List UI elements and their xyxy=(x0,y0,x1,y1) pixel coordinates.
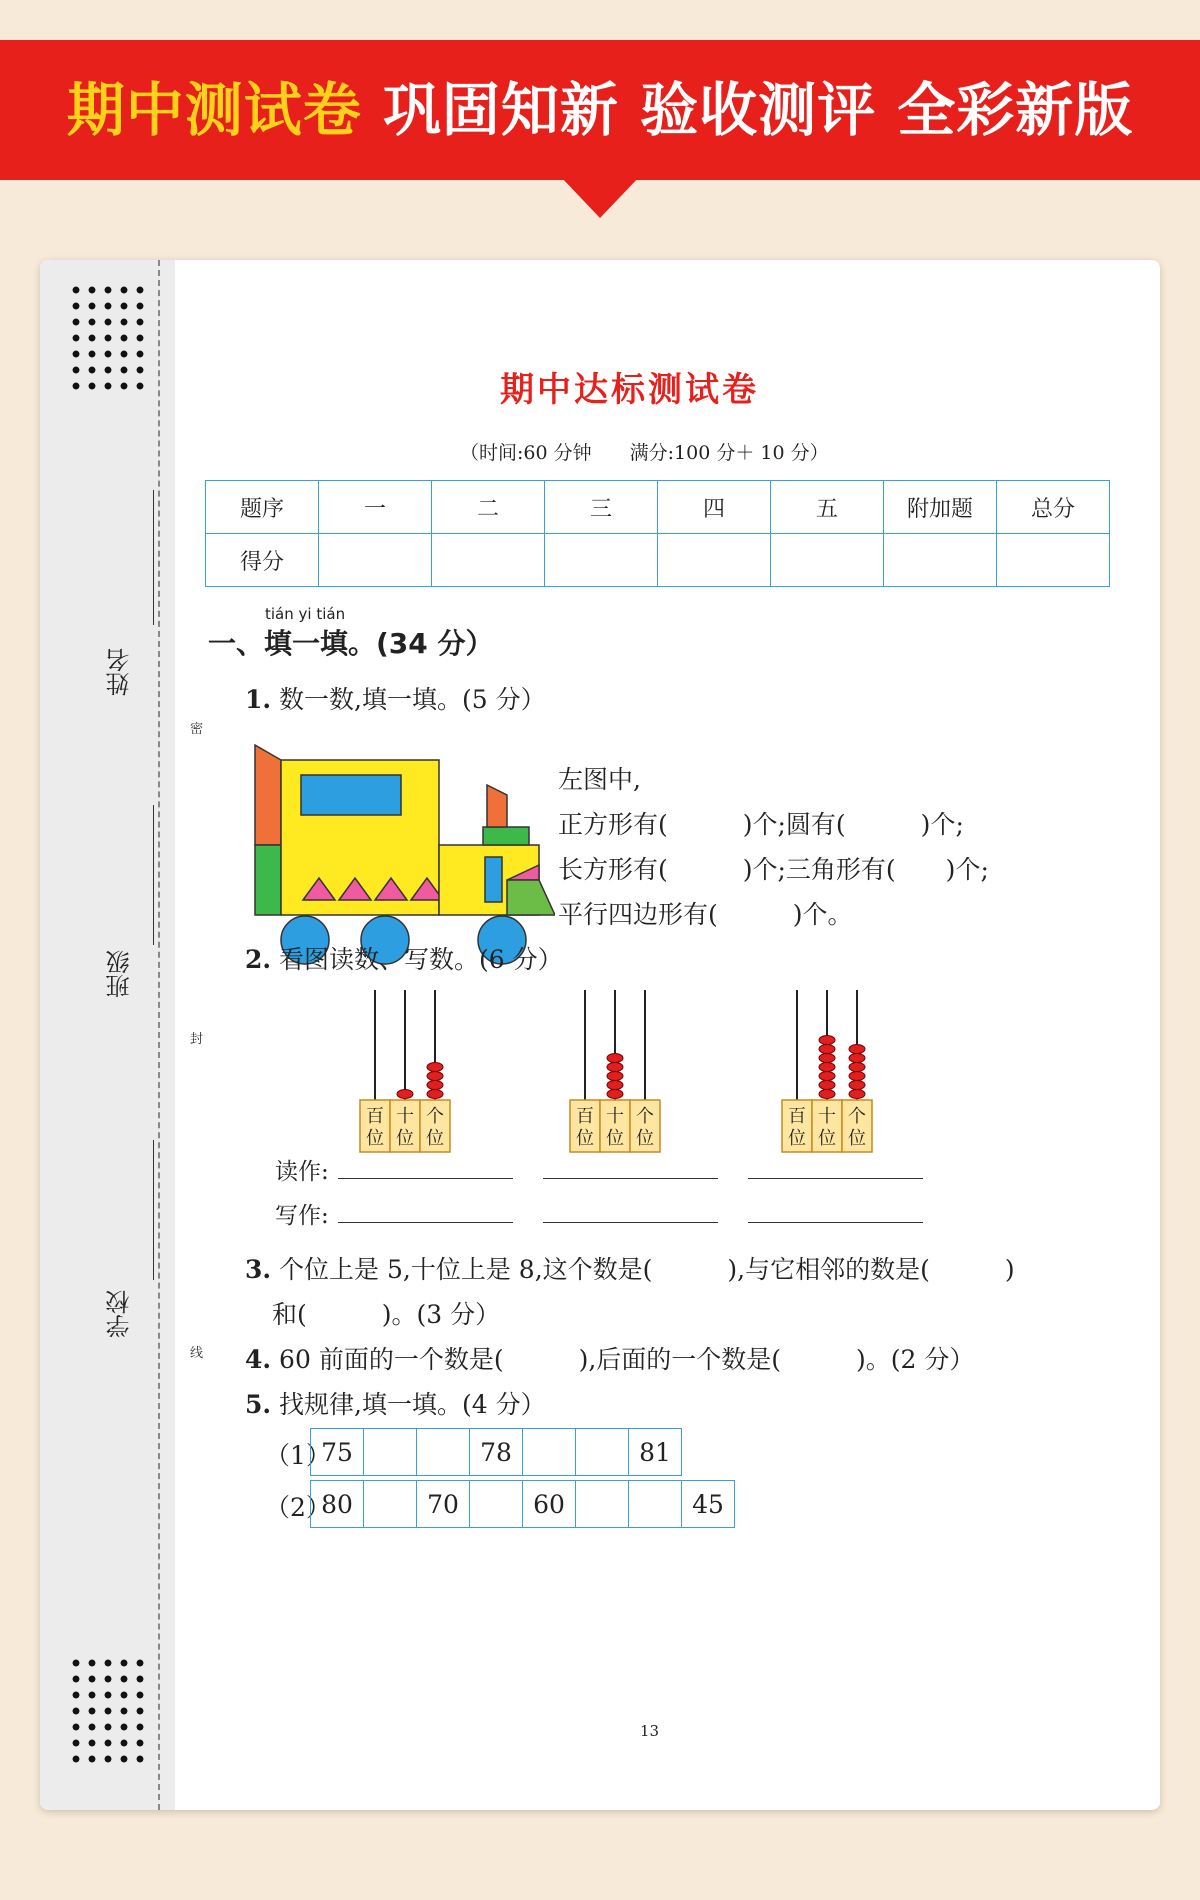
score-input-cell[interactable] xyxy=(997,534,1110,587)
score-header-cell: 一 xyxy=(319,481,432,534)
door-rectangle xyxy=(485,857,502,902)
q1-line-2: 正方形有( )个;圆有( )个; xyxy=(558,810,964,839)
score-input-cell[interactable] xyxy=(432,534,545,587)
score-table-header-row xyxy=(206,481,1110,534)
chimney-parallelogram xyxy=(487,785,507,827)
q1-text: 数一数,填一填。(5 分） xyxy=(271,685,546,714)
banner-title-rest: 巩固知新 验收测评 全彩新版 xyxy=(361,76,1134,144)
sequence-blank-cell[interactable] xyxy=(364,1429,417,1476)
sequence-blank-cell[interactable] xyxy=(417,1429,470,1476)
q1-line-1: 左图中, xyxy=(558,765,641,794)
abacus-bead xyxy=(819,1054,835,1063)
q2-text: 看图读数、写数。(6 分） xyxy=(271,945,563,974)
q5-row2-label: （2） xyxy=(265,1493,331,1522)
paper-content xyxy=(40,260,1160,1810)
abacus-bead xyxy=(849,1063,865,1072)
abacus-column-label: 百 xyxy=(366,1106,384,1127)
doc-subtitle: （时间:60 分钟 满分:100 分＋ 10 分） xyxy=(460,442,829,464)
abacus-bead xyxy=(607,1063,623,1072)
score-input-cell[interactable] xyxy=(884,534,997,587)
q5-text: 找规律,填一填。(4 分） xyxy=(271,1390,546,1419)
banner-title-highlight: 期中测试卷 xyxy=(66,76,362,144)
section1-title: 一、填一填。(34 分） xyxy=(208,627,494,660)
q1-number: 1. xyxy=(245,685,272,714)
abacus-column-label: 十 xyxy=(606,1106,624,1127)
section1-pinyin: tián yi tián xyxy=(265,605,346,623)
write-answer-2[interactable] xyxy=(543,1222,718,1223)
abacus-column-label: 百 xyxy=(788,1106,806,1127)
abacus-bead xyxy=(427,1072,443,1081)
abacus-bead xyxy=(819,1072,835,1081)
abacus-column-label: 百 xyxy=(576,1106,594,1127)
sequence-blank-cell[interactable] xyxy=(576,1429,629,1476)
q5-row2-grid xyxy=(310,1480,735,1528)
score-header-cell: 题序 xyxy=(206,481,319,534)
sequence-cell: 80 xyxy=(311,1481,364,1528)
q1-prompt xyxy=(245,680,546,716)
read-answer-3[interactable] xyxy=(748,1178,923,1179)
abacus-column-label: 位 xyxy=(576,1128,594,1149)
page-number: 13 xyxy=(640,1722,660,1740)
sequence-cell: 78 xyxy=(470,1429,523,1476)
abacus-column-label: 位 xyxy=(426,1128,444,1149)
sequence-cell: 81 xyxy=(629,1429,682,1476)
abacus-bead xyxy=(607,1081,623,1090)
sequence-blank-cell[interactable] xyxy=(470,1481,523,1528)
sequence-blank-cell[interactable] xyxy=(364,1481,417,1528)
abacus-column-label: 位 xyxy=(606,1128,624,1149)
score-header-cell: 三 xyxy=(545,481,658,534)
sequence-cell: 45 xyxy=(682,1481,735,1528)
q4-text: 60 前面的一个数是( ),后面的一个数是( )。(2 分） xyxy=(271,1345,975,1374)
school-label: 学校 xyxy=(106,1290,134,1338)
q3-text: 个位上是 5,十位上是 8,这个数是( ),与它相邻的数是( ) xyxy=(271,1255,1015,1284)
write-label: 写作: xyxy=(275,1203,329,1229)
abacus-column-label: 位 xyxy=(636,1128,654,1149)
score-input-cell[interactable] xyxy=(658,534,771,587)
sequence-cell: 70 xyxy=(417,1481,470,1528)
q4-prompt xyxy=(245,1340,974,1376)
score-header-cell: 四 xyxy=(658,481,771,534)
score-header-cell: 附加题 xyxy=(884,481,997,534)
abacus-bead xyxy=(427,1063,443,1072)
abacus-column-label: 个 xyxy=(426,1106,444,1127)
banner-arrow xyxy=(560,176,640,218)
abacus-bead xyxy=(849,1090,865,1099)
q2-number: 2. xyxy=(245,945,272,974)
sequence-cell: 60 xyxy=(523,1481,576,1528)
read-label: 读作: xyxy=(275,1159,329,1185)
sequence-blank-cell[interactable] xyxy=(523,1429,576,1476)
score-header-cell: 五 xyxy=(771,481,884,534)
write-answer-1[interactable] xyxy=(338,1222,513,1223)
abacus-bead xyxy=(819,1045,835,1054)
seal-char-feng: 封 xyxy=(190,1032,204,1047)
name-label: 姓名 xyxy=(106,648,134,696)
abacus-bead xyxy=(607,1054,623,1063)
q5-prompt xyxy=(245,1385,546,1421)
chimney-rectangle xyxy=(483,827,529,845)
banner-title xyxy=(0,40,1200,180)
score-header-cell: 二 xyxy=(432,481,545,534)
q3-text-cont: 和( )。(3 分） xyxy=(272,1300,501,1329)
abacus-column-label: 十 xyxy=(818,1106,836,1127)
write-answer-3[interactable] xyxy=(748,1222,923,1223)
q1-line-4: 平行四边形有( )个。 xyxy=(558,900,853,929)
q3-number: 3. xyxy=(245,1255,272,1284)
abacus-bead xyxy=(397,1090,413,1099)
sequence-blank-cell[interactable] xyxy=(576,1481,629,1528)
abacus-bead xyxy=(427,1081,443,1090)
abacus-bead xyxy=(607,1072,623,1081)
q2-prompt xyxy=(245,940,563,976)
read-answer-2[interactable] xyxy=(543,1178,718,1179)
score-input-cell[interactable] xyxy=(545,534,658,587)
abacus-bead xyxy=(819,1090,835,1099)
seal-char-mi: 密 xyxy=(190,722,204,737)
abacus-figures xyxy=(290,990,970,1155)
abacus-bead xyxy=(607,1090,623,1099)
abacus-bead xyxy=(427,1090,443,1099)
q1-line-3: 长方形有( )个;三角形有( )个; xyxy=(558,855,989,884)
abacus-column-label: 位 xyxy=(396,1128,414,1149)
abacus-bead xyxy=(819,1081,835,1090)
score-input-cell[interactable] xyxy=(319,534,432,587)
abacus-bead xyxy=(849,1045,865,1054)
q5-row1-label: （1） xyxy=(265,1441,331,1470)
abacus-column-label: 位 xyxy=(366,1128,384,1149)
cowcatcher-shape xyxy=(507,880,555,915)
score-table xyxy=(205,480,1110,587)
abacus-column-label: 位 xyxy=(788,1128,806,1149)
abacus-bead xyxy=(849,1081,865,1090)
abacus-column-label: 个 xyxy=(636,1106,654,1127)
q5-number: 5. xyxy=(245,1390,272,1419)
window-rectangle xyxy=(301,775,401,815)
abacus-bead xyxy=(849,1054,865,1063)
score-header-cell: 总分 xyxy=(997,481,1110,534)
score-input-cell[interactable] xyxy=(771,534,884,587)
sequence-blank-cell[interactable] xyxy=(629,1481,682,1528)
q3-prompt xyxy=(245,1250,1015,1286)
sequence-cell: 75 xyxy=(311,1429,364,1476)
q4-number: 4. xyxy=(245,1345,272,1374)
class-label: 班级 xyxy=(106,950,134,998)
read-answer-1[interactable] xyxy=(338,1178,513,1179)
abacus-column-label: 位 xyxy=(848,1128,866,1149)
abacus-column-label: 个 xyxy=(848,1106,866,1127)
abacus-bead xyxy=(819,1036,835,1045)
abacus-column-label: 位 xyxy=(818,1128,836,1149)
seal-char-xian: 线 xyxy=(190,1346,204,1361)
doc-title: 期中达标测试卷 xyxy=(500,370,759,410)
q5-row1-grid xyxy=(310,1428,682,1476)
abacus-column-label: 十 xyxy=(396,1106,414,1127)
parallelogram-shape xyxy=(255,745,281,845)
exam-paper xyxy=(40,260,1160,1810)
score-row-label: 得分 xyxy=(206,534,319,587)
score-table-score-row xyxy=(206,534,1110,587)
rectangle-shape xyxy=(255,845,281,915)
abacus-bead xyxy=(849,1072,865,1081)
abacus-bead xyxy=(819,1063,835,1072)
train-figure xyxy=(245,740,555,970)
